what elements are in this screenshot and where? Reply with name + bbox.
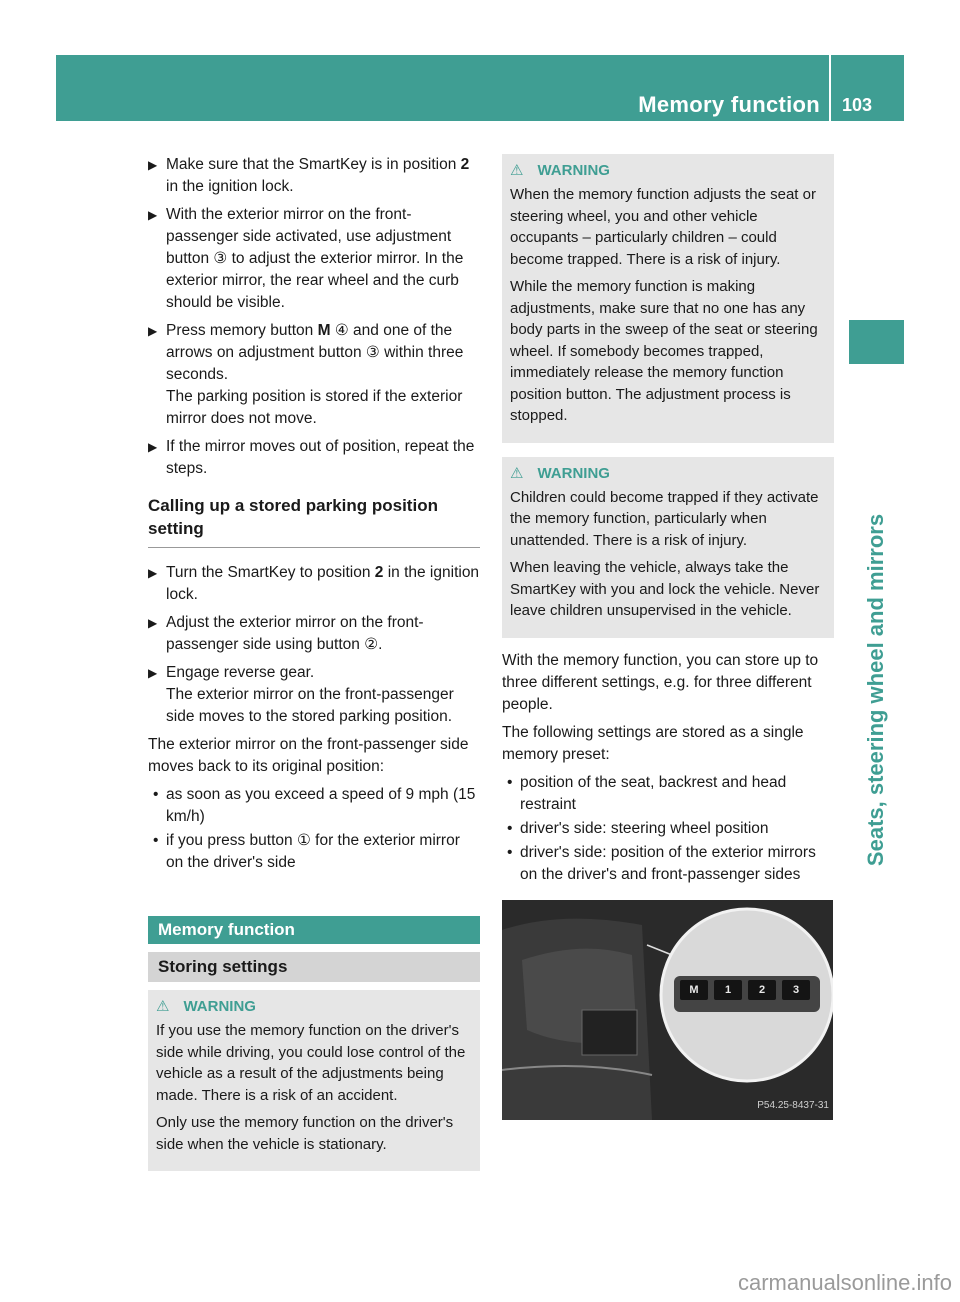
list-item: [148, 784, 480, 828]
list-item-text: driver's side: position of the exterior mirrors on the driver's and front-passenger sides: [520, 843, 816, 883]
list-item: [148, 830, 480, 874]
instruction-step: [148, 436, 480, 480]
body-paragraph: The following settings are stored as a single memory preset:: [502, 723, 804, 763]
step-text: Turn the SmartKey to position: [166, 564, 375, 581]
warning-text: While the memory function is making adjustments, make sure that no one has any body parts in the sweep of the seat or steering wheel. If somebody becomes trapped, immediately release the memory function position button. The adjustment process is stopped.: [510, 278, 818, 424]
list-item: [502, 772, 834, 816]
bullet-dot-icon: •: [153, 786, 159, 803]
bullet-dot-icon: •: [507, 843, 513, 861]
warning-box: [502, 457, 834, 638]
warning-box: [502, 154, 834, 443]
step-text: Engage reverse gear.: [166, 664, 315, 681]
photo-reference-code: P54.25-8437-31: [757, 1099, 829, 1111]
step-arrow-icon: ▶: [148, 616, 158, 630]
warning-label: WARNING: [537, 464, 610, 482]
page-number: 103: [842, 95, 873, 115]
bullet-dot-icon: •: [153, 832, 159, 849]
header-bar: [56, 55, 904, 121]
list-item-text: driver's side: steering wheel position: [520, 819, 769, 837]
step-text: Adjust the exterior mirror on the front-passenger side using button ②.: [166, 614, 424, 653]
header-divider: [829, 55, 831, 121]
list-item-text: as soon as you exceed a speed of 9 mph (15 km/h): [166, 786, 476, 825]
step-arrow-icon: ▶: [148, 324, 158, 338]
warning-text: When leaving the vehicle, always take the SmartKey with you and lock the vehicle. Never leave children unsupervised in the vehicle.: [510, 559, 820, 619]
warning-triangle-icon: ⚠: [510, 464, 524, 482]
step-text: in the ignition lock.: [166, 564, 480, 603]
step-text: With the exterior mirror on the front-passenger side activated, use adjustment button ③ to adjust the exterior mirror. In the exterior mirror, the rear wheel and the curb should be visible.: [166, 206, 464, 311]
memory-button-m: M: [680, 980, 708, 1000]
memory-button-3: 3: [782, 980, 810, 1000]
warning-triangle-icon: ⚠: [510, 162, 524, 179]
warning-text: When the memory function adjusts the seat or steering wheel, you and other vehicle occupants – particularly children – could become trapped. There is a risk of injury.: [510, 186, 816, 268]
instruction-step: [148, 154, 480, 198]
subsection-title-bar: Storing settings: [148, 952, 480, 982]
warning-text: Only use the memory function on the driver's side when the vehicle is stationary.: [156, 1114, 454, 1153]
memory-button-2: 2: [748, 980, 776, 1000]
step-arrow-icon: ▶: [148, 566, 158, 580]
step-note: The exterior mirror on the front-passenger side moves to the stored parking position.: [166, 686, 454, 725]
left-column: [148, 154, 480, 1171]
side-tab: [849, 320, 904, 364]
door-panel-photo: [502, 900, 833, 1120]
step-bold: 2: [460, 156, 470, 173]
instruction-step: [148, 204, 480, 314]
step-arrow-icon: ▶: [148, 666, 158, 680]
instruction-step: [148, 612, 480, 656]
section-heading: Calling up a stored parking position setting: [148, 494, 480, 548]
instruction-step: [148, 562, 480, 606]
list-item: [502, 842, 834, 886]
warning-header: [156, 996, 472, 1018]
watermark: carmanualsonline.info: [737, 1270, 952, 1295]
step-text: ④ and one of the arrows on adjustment button ③ within three seconds.: [166, 322, 464, 383]
list-item-text: if you press button ① for the exterior mirror on the driver's side: [166, 832, 460, 871]
body-paragraph: With the memory function, you can store up to three different settings, e.g. for three different people.: [502, 651, 819, 713]
step-bold: M: [317, 322, 331, 339]
bullet-dot-icon: •: [507, 819, 513, 837]
step-text: Make sure that the SmartKey is in position: [166, 156, 461, 173]
page-title: Memory function: [638, 92, 820, 117]
list-item: [502, 818, 834, 840]
step-note: The parking position is stored if the exterior mirror does not move.: [166, 388, 463, 427]
step-text: in the ignition lock.: [166, 178, 294, 195]
bullet-dot-icon: •: [507, 773, 513, 791]
warning-label: WARNING: [183, 998, 256, 1015]
warning-header: [510, 160, 826, 182]
right-column: [502, 154, 834, 1120]
warning-label: WARNING: [537, 162, 610, 179]
warning-triangle-icon: ⚠: [156, 998, 170, 1015]
step-arrow-icon: ▶: [148, 440, 158, 454]
step-text: Press memory button: [166, 322, 318, 339]
chapter-label: Seats, steering wheel and mirrors: [863, 513, 888, 867]
body-paragraph: The exterior mirror on the front-passenger side moves back to its original position:: [148, 736, 469, 775]
step-text: If the mirror moves out of position, repeat the steps.: [166, 438, 475, 477]
section-title-bar: Memory function: [148, 916, 480, 944]
warning-box: [148, 990, 480, 1171]
step-arrow-icon: ▶: [148, 158, 158, 172]
warning-text: Children could become trapped if they activate the memory function, particularly when unattended. There is a risk of injury.: [510, 488, 819, 549]
step-bold: 2: [374, 564, 384, 581]
door-panel-illustration: [502, 900, 833, 1120]
step-arrow-icon: ▶: [148, 208, 158, 222]
memory-button-1: 1: [714, 980, 742, 1000]
instruction-step: [148, 320, 480, 430]
warning-text: If you use the memory function on the driver's side while driving, you could lose control of the vehicle as a result of the adjustments being made. There is a risk of an accident.: [156, 1022, 466, 1104]
list-item-text: position of the seat, backrest and head restraint: [520, 773, 787, 813]
instruction-step: [148, 662, 480, 728]
warning-header: [510, 463, 826, 485]
